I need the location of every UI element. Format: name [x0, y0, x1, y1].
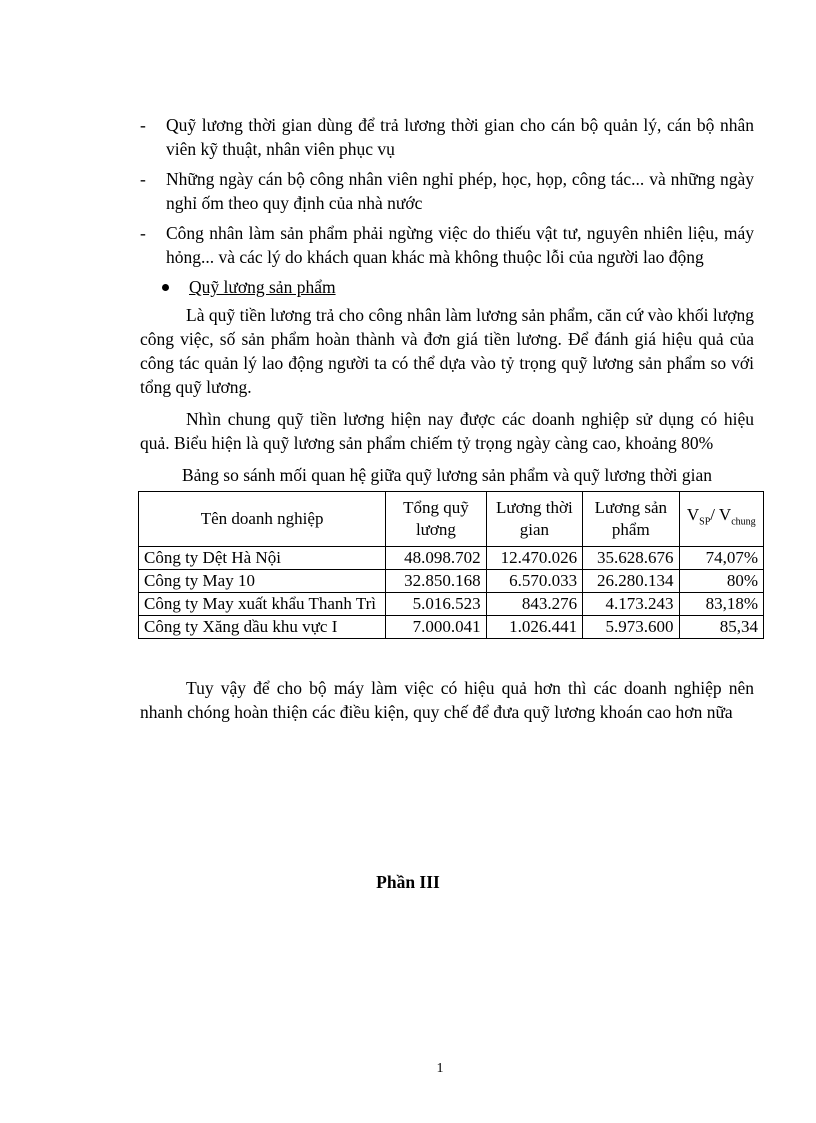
list-item	[140, 113, 754, 161]
list-item-text: Công nhân làm sản phẩm phải ngừng việc do thiếu vật tư, nguyên nhiên liệu, máy hỏng... và các lý do khách quan khác mà không thuộc lỗi của người lao động	[166, 223, 754, 267]
cell-total: 5.016.523	[386, 593, 486, 616]
cell-time: 12.470.026	[486, 547, 582, 570]
cell-product: 5.973.600	[583, 616, 679, 639]
list-item	[140, 167, 754, 215]
table-row	[139, 547, 764, 570]
header-total: Tổng quỹ lương	[386, 492, 486, 547]
dash-marker: -	[140, 169, 146, 189]
cell-ratio: 85,34	[679, 616, 763, 639]
list-item	[140, 221, 754, 269]
cell-name: Công ty Xăng dầu khu vực I	[139, 616, 386, 639]
bullet-heading	[162, 275, 754, 299]
cell-product: 35.628.676	[583, 547, 679, 570]
list-item-text: Những ngày cán bộ công nhân viên nghỉ phép, học, họp, công tác... và những ngày nghỉ ốm theo quy định của nhà nước	[166, 169, 754, 213]
table-row	[139, 570, 764, 593]
cell-time: 6.570.033	[486, 570, 582, 593]
cell-name: Công ty May xuất khẩu Thanh Trì	[139, 593, 386, 616]
cell-product: 26.280.134	[583, 570, 679, 593]
paragraph-summary: Nhìn chung quỹ tiền lương hiện nay được các doanh nghiệp sử dụng có hiệu quả. Biểu hiện là quỹ lương sản phẩm chiếm tỷ trọng ngày càng cao, khoảng 80%	[140, 409, 754, 453]
table-row	[139, 616, 764, 639]
dash-marker: -	[140, 115, 146, 135]
cell-ratio: 74,07%	[679, 547, 763, 570]
bullet-heading-label: Quỹ lương sản phẩm	[189, 277, 336, 297]
cell-time: 843.276	[486, 593, 582, 616]
cell-ratio: 83,18%	[679, 593, 763, 616]
cell-total: 7.000.041	[386, 616, 486, 639]
table-caption: Bảng so sánh mối quan hệ giữa quỹ lương sản phẩm và quỹ lương thời gian	[181, 465, 713, 485]
bullet-icon	[162, 284, 169, 291]
cell-total: 32.850.168	[386, 570, 486, 593]
header-product: Lương sản phẩm	[583, 492, 679, 547]
table-header-row	[139, 492, 764, 547]
dash-marker: -	[140, 223, 146, 243]
cell-product: 4.173.243	[583, 593, 679, 616]
document-body	[140, 113, 758, 724]
page-number: 1	[436, 1061, 444, 1076]
cell-name: Công ty Dệt Hà Nội	[139, 547, 386, 570]
header-ratio: $V_{SP}/$ $V_{chung}$	[679, 492, 763, 547]
cell-time: 1.026.441	[486, 616, 582, 639]
header-name: Tên doanh nghiệp	[139, 492, 386, 547]
table-row	[139, 593, 764, 616]
cell-ratio: 80%	[679, 570, 763, 593]
list-item-text: Quỹ lương thời gian dùng để trả lương thời gian cho cán bộ quản lý, cán bộ nhân viên kỹ thuật, nhân viên phục vụ	[166, 115, 754, 159]
header-time: Lương thời gian	[486, 492, 582, 547]
cell-name: Công ty May 10	[139, 570, 386, 593]
cell-total: 48.098.702	[386, 547, 486, 570]
closing-paragraph: Tuy vậy để cho bộ máy làm việc có hiệu quả hơn thì các doanh nghiệp nên nhanh chóng hoàn thiện các điều kiện, quy chế để đưa quỹ lương khoán cao hơn nữa	[140, 678, 754, 722]
paragraph-product-fund: Là quỹ tiền lương trả cho công nhân làm lương sản phẩm, căn cứ vào khối lượng công việc, số sản phẩm hoàn thành và đơn giá tiền lương. Để đánh giá hiệu quả của công tác quản lý lao động người ta có thể dựa vào tỷ trọng quỹ lương sản phẩm so với tổng quỹ lương.	[140, 305, 754, 397]
comparison-table	[138, 491, 764, 639]
section-heading: Phần III	[376, 872, 440, 892]
